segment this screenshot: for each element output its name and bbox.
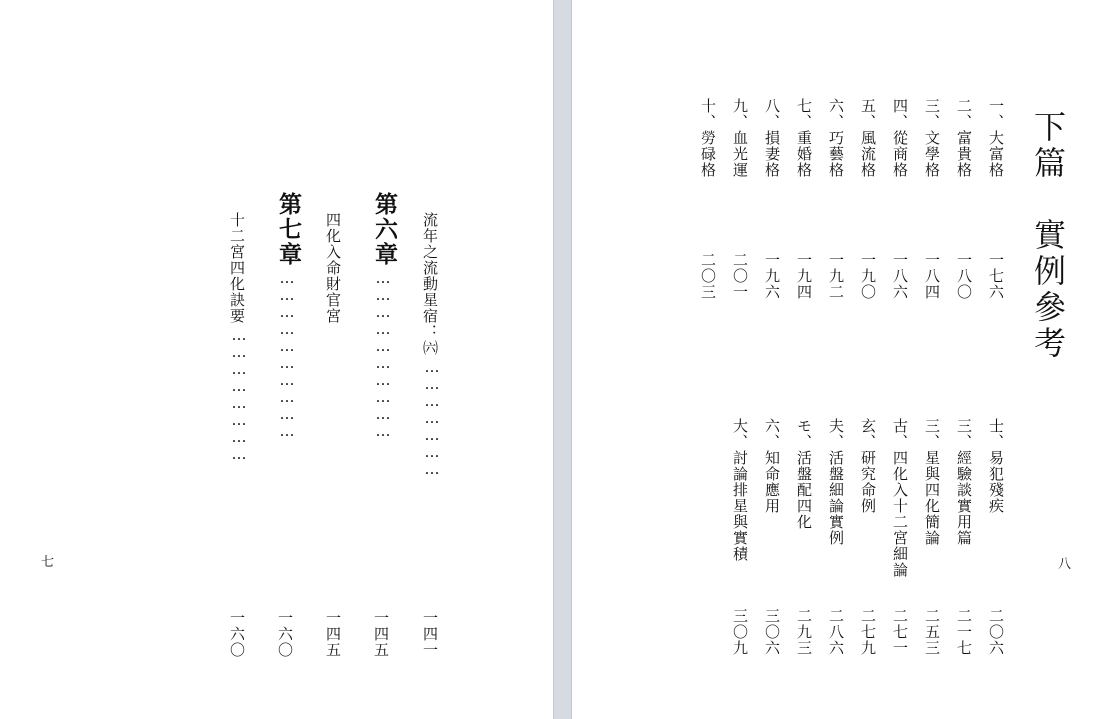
toc-entry-page: 一七六 xyxy=(987,252,1005,300)
toc-entry-page: 二〇一 xyxy=(731,252,749,300)
toc-entry-page: 一九六 xyxy=(763,252,781,300)
toc-entry-title: 十二宮四化訣要 xyxy=(228,212,246,324)
toc-entry-page: 三〇九 xyxy=(731,608,749,656)
toc-entry-title: 四化入命財官宮 xyxy=(324,212,342,324)
toc-entry-page: 一六〇 xyxy=(276,610,294,658)
toc-entry-page: 一八六 xyxy=(891,252,909,300)
toc-entry-title: 四、從商格 xyxy=(891,98,909,178)
toc-entry-page: 一四一 xyxy=(421,610,439,658)
page-gutter xyxy=(553,0,572,719)
toc-entry-page: 一九二 xyxy=(827,252,845,300)
toc-entry-title: 七、重婚格 xyxy=(795,98,813,178)
toc-entry-title: 流年之流動星宿：㈥ xyxy=(421,212,439,356)
toc-entry-page: 三〇六 xyxy=(763,608,781,656)
toc-entry-page: 二〇三 xyxy=(699,252,717,300)
toc-entry-title: 玄、研究命例 xyxy=(859,418,877,514)
dot-leader: ………………………… xyxy=(278,269,296,439)
toc-entry-title: 六、巧藝格 xyxy=(827,98,845,178)
chapter-heading: 第六章 xyxy=(371,192,398,267)
toc-entry-title: 三、星與四化簡論 xyxy=(923,418,941,546)
toc-entry-title: 夫、活盤細論實例 xyxy=(827,418,845,546)
toc-entry-title: 十、勞碌格 xyxy=(699,98,717,178)
toc-entry-page: 一八〇 xyxy=(955,252,973,300)
right-page xyxy=(572,0,1117,719)
toc-entry-page: 一六〇 xyxy=(228,610,246,658)
section-title: 下篇 實例參考 xyxy=(1029,110,1067,362)
toc-entry-page: 一四五 xyxy=(372,610,390,658)
dot-leader: ………………………… xyxy=(374,269,392,439)
toc-entry-title: 士、易犯殘疾 xyxy=(987,418,1005,514)
toc-entry-page: 一四五 xyxy=(324,610,342,658)
toc-entry-page: 一九四 xyxy=(795,252,813,300)
toc-entry-title: 大、討論排星與實積 xyxy=(731,418,749,562)
toc-entry-page: 二七九 xyxy=(859,608,877,656)
toc-entry-title: 一、大富格 xyxy=(987,98,1005,178)
left-page xyxy=(0,0,553,719)
toc-entry-title: モ、活盤配四化 xyxy=(795,418,813,530)
toc-entry-page: 二七一 xyxy=(891,608,909,656)
toc-entry-title: 二、富貴格 xyxy=(955,98,973,178)
dot-leader: …………………… xyxy=(230,326,248,462)
toc-entry-title: 三、文學格 xyxy=(923,98,941,178)
toc-entry-page: 一八四 xyxy=(923,252,941,300)
toc-entry-page: 二八六 xyxy=(827,608,845,656)
toc-entry-title: 三、經驗談實用篇 xyxy=(955,418,973,546)
toc-entry-page: 二〇六 xyxy=(987,608,1005,656)
toc-entry-page: 二一七 xyxy=(955,608,973,656)
toc-entry-title: 九、血光運 xyxy=(731,98,749,178)
toc-entry-title: 五、風流格 xyxy=(859,98,877,178)
toc-entry-title: 古、四化入十二宮細論 xyxy=(891,418,909,578)
page-number: 七 xyxy=(41,555,55,570)
toc-entry-title: 八、損妻格 xyxy=(763,98,781,178)
toc-entry-title: 六、知命應用 xyxy=(763,418,781,514)
chapter-heading: 第七章 xyxy=(275,192,302,267)
toc-entry-page: 二五三 xyxy=(923,608,941,656)
toc-entry-page: 一九〇 xyxy=(859,252,877,300)
toc-entry-page: 二九三 xyxy=(795,608,813,656)
dot-leader: ………………… xyxy=(423,358,441,477)
page-number: 八 xyxy=(1058,557,1072,572)
